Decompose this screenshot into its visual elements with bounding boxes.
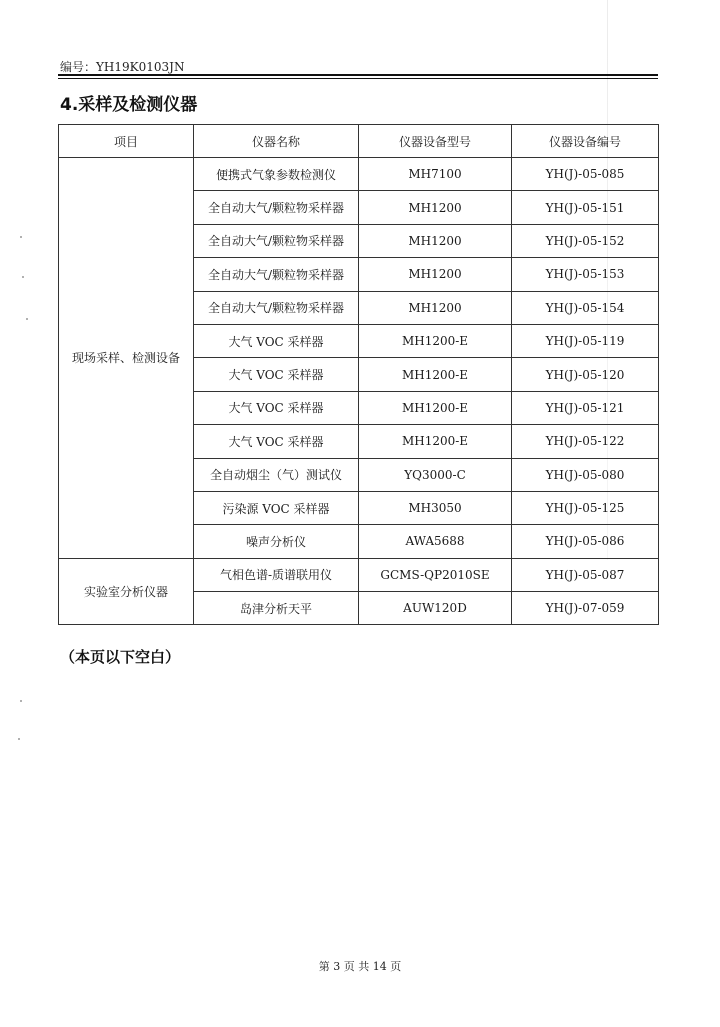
instrument-name: 全自动烟尘（气）测试仪	[194, 458, 359, 491]
scan-speck	[20, 236, 22, 238]
instrument-model: MH1200-E	[359, 358, 512, 391]
instrument-name: 大气 VOC 采样器	[194, 358, 359, 391]
instrument-code: YH(J)-05-080	[512, 458, 659, 491]
blank-page-note: （本页以下空白）	[60, 648, 181, 666]
table-row	[59, 558, 659, 591]
table-row	[59, 158, 659, 191]
category-cell: 实验室分析仪器	[59, 558, 194, 625]
header-instrument-code: 仪器设备编号	[512, 125, 659, 158]
instrument-model: GCMS-QP2010SE	[359, 558, 512, 591]
instrument-model: MH1200-E	[359, 425, 512, 458]
scan-speck	[18, 738, 20, 740]
instrument-code: YH(J)-05-151	[512, 191, 659, 224]
scan-speck	[20, 700, 22, 702]
category-cell: 现场采样、检测设备	[59, 158, 194, 559]
header-rule-thin	[58, 78, 658, 79]
header-item: 项目	[59, 125, 194, 158]
instrument-model: MH1200	[359, 191, 512, 224]
instrument-model: MH1200-E	[359, 324, 512, 357]
table-header-row	[59, 125, 659, 158]
instrument-model: MH1200	[359, 224, 512, 257]
instrument-code: YH(J)-05-122	[512, 425, 659, 458]
document-number: 编号：YH19K0103JN	[60, 60, 185, 74]
instrument-name: 全自动大气/颗粒物采样器	[194, 191, 359, 224]
instrument-model: MH1200	[359, 291, 512, 324]
header-rule-thick	[58, 74, 658, 76]
section-title: 4.采样及检测仪器	[60, 95, 198, 115]
instrument-model: AWA5688	[359, 525, 512, 558]
instrument-name: 全自动大气/颗粒物采样器	[194, 258, 359, 291]
instrument-name: 大气 VOC 采样器	[194, 425, 359, 458]
instrument-code: YH(J)-05-087	[512, 558, 659, 591]
scan-speck	[26, 318, 28, 320]
instrument-name: 大气 VOC 采样器	[194, 324, 359, 357]
instrument-model: AUW120D	[359, 592, 512, 625]
instrument-code: YH(J)-05-121	[512, 391, 659, 424]
instrument-code: YH(J)-05-119	[512, 324, 659, 357]
instrument-code: YH(J)-05-086	[512, 525, 659, 558]
instrument-code: YH(J)-05-152	[512, 224, 659, 257]
instrument-code: YH(J)-05-153	[512, 258, 659, 291]
scan-speck	[22, 276, 24, 278]
instrument-name: 全自动大气/颗粒物采样器	[194, 291, 359, 324]
instrument-table	[58, 124, 659, 625]
instrument-name: 大气 VOC 采样器	[194, 391, 359, 424]
instrument-code: YH(J)-05-154	[512, 291, 659, 324]
instrument-model: MH3050	[359, 491, 512, 524]
instrument-name: 便携式气象参数检测仪	[194, 158, 359, 191]
instrument-name: 岛津分析天平	[194, 592, 359, 625]
instrument-name: 气相色谱-质谱联用仪	[194, 558, 359, 591]
page-number-footer: 第 3 页 共 14 页	[318, 960, 402, 973]
instrument-model: MH1200-E	[359, 391, 512, 424]
instrument-model: MH1200	[359, 258, 512, 291]
instrument-model: MH7100	[359, 158, 512, 191]
instrument-name: 污染源 VOC 采样器	[194, 491, 359, 524]
instrument-code: YH(J)-05-085	[512, 158, 659, 191]
instrument-code: YH(J)-05-120	[512, 358, 659, 391]
instrument-model: YQ3000-C	[359, 458, 512, 491]
instrument-name: 噪声分析仪	[194, 525, 359, 558]
instrument-name: 全自动大气/颗粒物采样器	[194, 224, 359, 257]
instrument-code: YH(J)-07-059	[512, 592, 659, 625]
header-instrument-model: 仪器设备型号	[359, 125, 512, 158]
instrument-code: YH(J)-05-125	[512, 491, 659, 524]
header-instrument-name: 仪器名称	[194, 125, 359, 158]
